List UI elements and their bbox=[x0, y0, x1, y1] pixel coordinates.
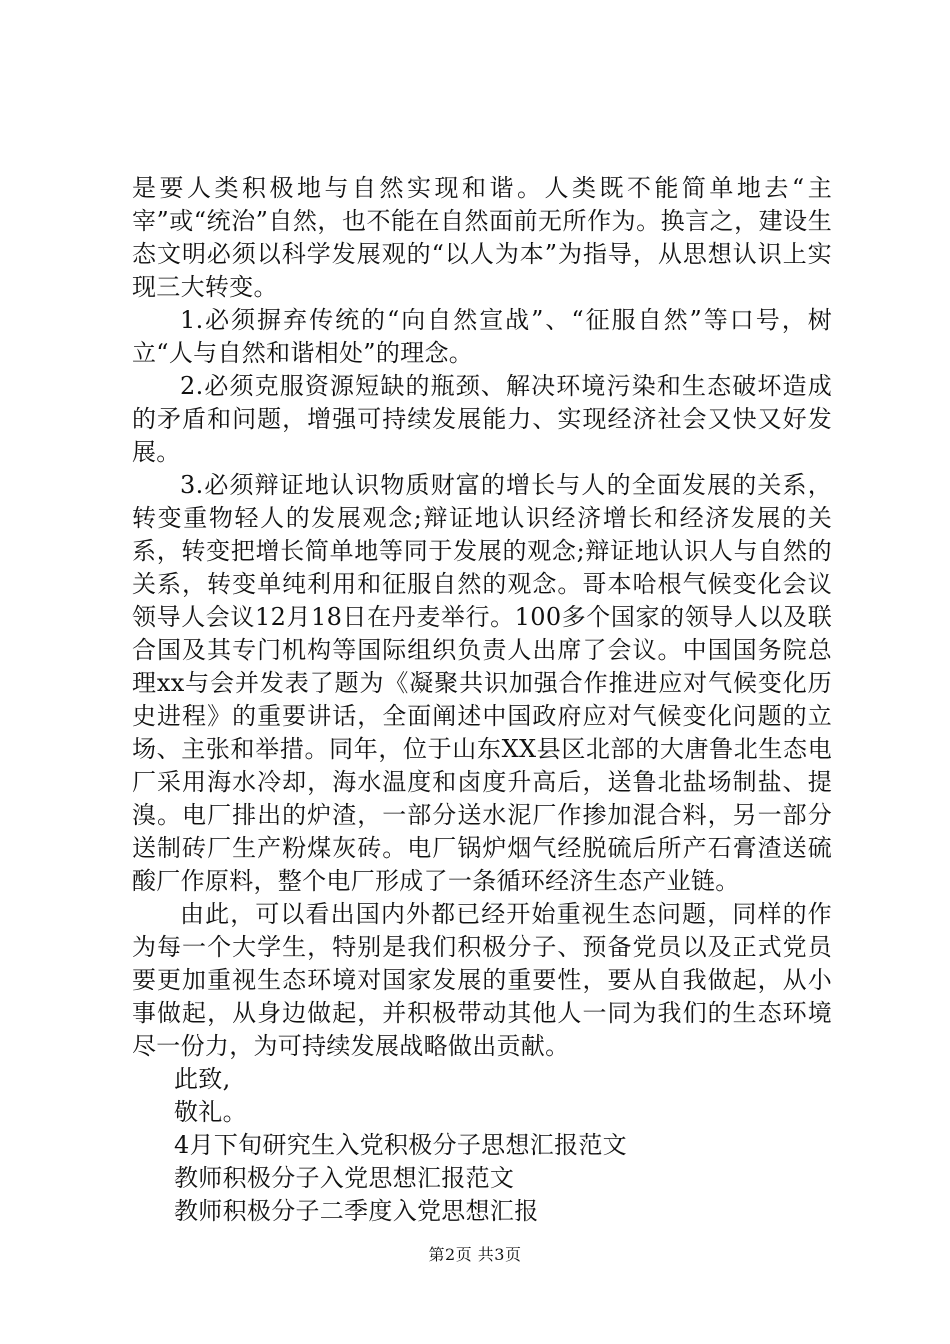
closing-salutation: 此致, bbox=[174, 1065, 231, 1093]
paragraph-conclusion: 由此，可以看出国内外都已经开始重视生态问题，同样的作为每一个大学生，特别是我们积极分子、预备党员以及正式党员要更加重视生态环境对国家发展的重要性，要从自我做起，从小事做起，从身边做起，并积极带动其他人一同为我们的生态环境尽一份力，为可持续发展战略做出贡献。 bbox=[132, 900, 832, 1060]
paragraph-point-1: 1.必须摒弃传统的“向自然宣战”、“征服自然”等口号，树立“人与自然和谐相处”的理念。 bbox=[132, 306, 832, 367]
closing-regards: 敬礼。 bbox=[174, 1098, 247, 1126]
paragraph-point-2: 2.必须克服资源短缺的瓶颈、解决环境污染和生态破坏造成的矛盾和问题，增强可持续发展能力、实现经济社会又快又好发展。 bbox=[132, 372, 832, 466]
related-article-link[interactable]: 教师积极分子二季度入党思想汇报 bbox=[174, 1197, 539, 1225]
document-body bbox=[132, 172, 832, 1228]
related-article-link[interactable]: 4月下旬研究生入党积极分子思想汇报范文 bbox=[174, 1131, 627, 1159]
related-article-link[interactable]: 教师积极分子入党思想汇报范文 bbox=[174, 1164, 515, 1192]
paragraph-point-3: 3.必须辩证地认识物质财富的增长与人的全面发展的关系，转变重物轻人的发展观念;辩证地认识经济增长和经济发展的关系，转变把增长简单地等同于发展的观念;辩证地认识人与自然的关系，转变单纯利用和征服自然的观念。哥本哈根气候变化会议领导人会议12月18日在丹麦举行。100多个国家的领导人以及联合国及其专门机构等国际组织负责人出席了会议。中国国务院总理xx与会并发表了题为《凝聚共识加强合作推进应对气候变化历史进程》的重要讲话，全面阐述中国政府应对气候变化问题的立场、主张和举措。同年，位于山东XX县区北部的大唐鲁北生态电厂采用海水冷却，海水温度和卤度升高后，送鲁北盐场制盐、提溴。电厂排出的炉渣，一部分送水泥厂作掺加混合料，另一部分送制砖厂生产粉煤灰砖。电厂锅炉烟气经脱硫后所产石膏渣送硫酸厂作原料，整个电厂形成了一条循环经济生态产业链。 bbox=[132, 471, 832, 895]
paragraph-intro: 是要人类积极地与自然实现和谐。人类既不能简单地去“主宰”或“统治”自然，也不能在自然面前无所作为。换言之，建设生态文明必须以科学发展观的“以人为本”为指导，从思想认识上实现三大转变。 bbox=[132, 174, 832, 301]
page-number-footer: 第2页 共3页 bbox=[428, 1245, 522, 1264]
